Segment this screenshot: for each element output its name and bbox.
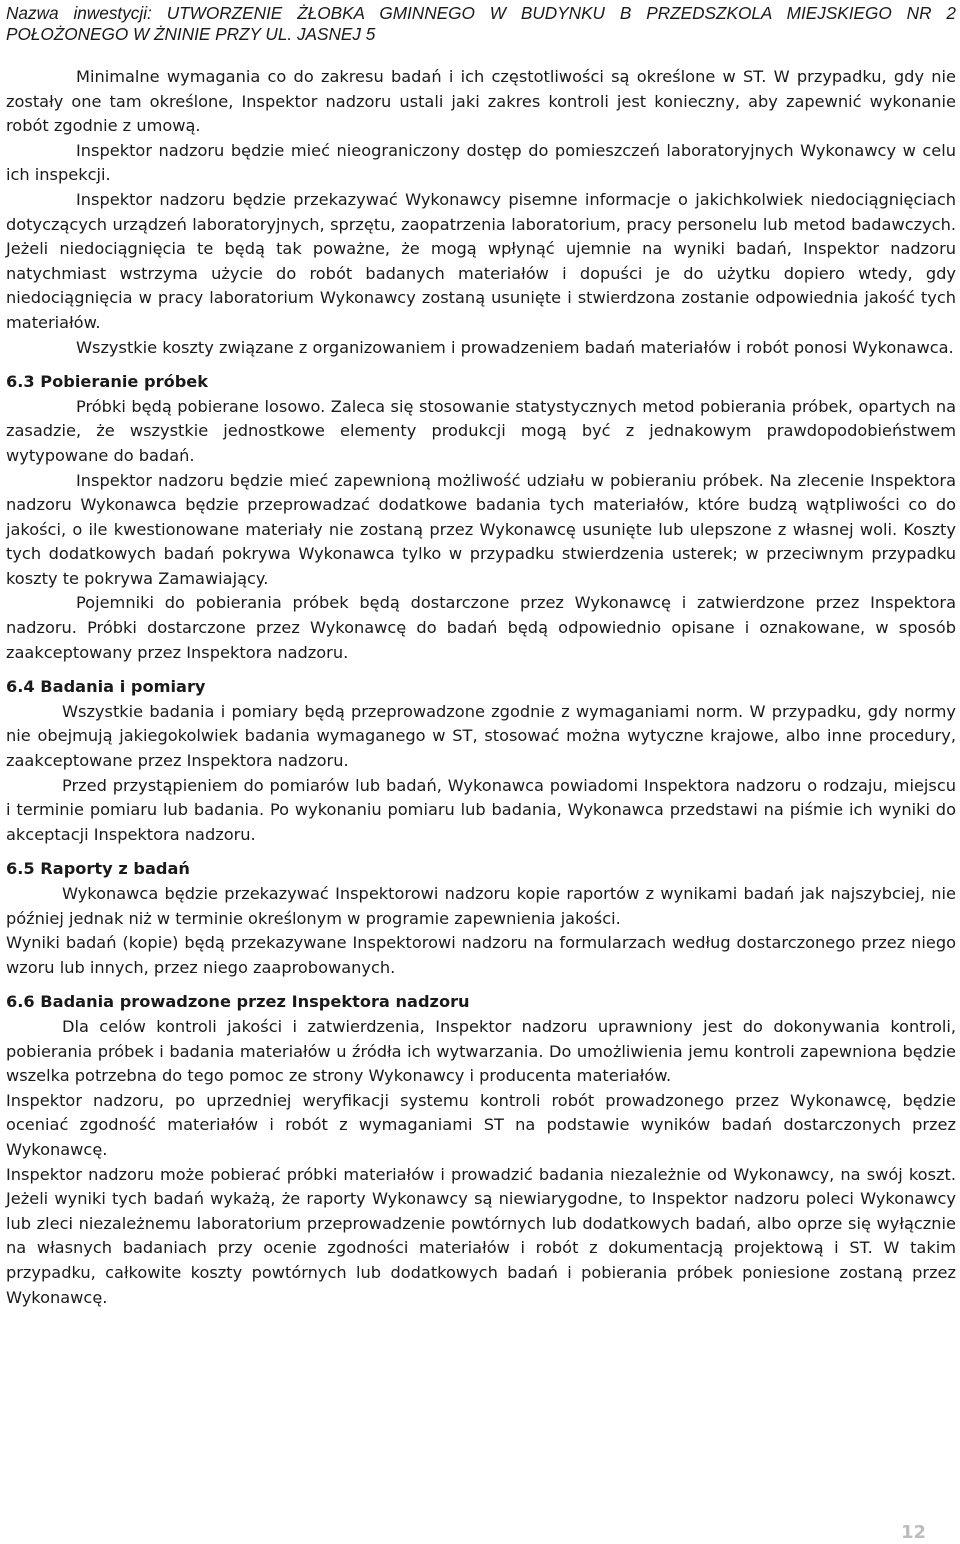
- paragraph: Próbki będą pobierane losowo. Zaleca się stosowanie statystycznych metod pobierania próbek, opartych na zasadzie, że wszystkie jednostkowe elementy produkcji mogą być z jednakowym prawdopodobieństwem wytypowane do badań.: [6, 396, 956, 465]
- paragraph: Wszystkie badania i pomiary będą przeprowadzone zgodnie z wymaganiami norm. W przypadku, gdy normy nie obejmują jakiegokolwiek badania wymaganego w ST, stosować można wytyczne krajowe, albo inne procedury, zaakceptowane przez Inspektora nadzoru.: [6, 701, 956, 771]
- paragraph: Wyniki badań (kopie) będą przekazywane Inspektorowi nadzoru na formularzach według dostarczonego przez niego wzoru lub innych, przez niego zaaprobowanych.: [6, 933, 956, 977]
- paragraph: Wykonawca będzie przekazywać Inspektorowi nadzoru kopie raportów z wynikami badań jak najszybciej, nie później jednak niż w terminie określonym w programie zapewnienia jakości.: [6, 884, 956, 928]
- paragraph: Pojemniki do pobierania próbek będą dostarczone przez Wykonawcę i zatwierdzone przez Inspektora nadzoru. Próbki dostarczone przez Wykonawcę do badań będą odpowiednio opisane i oznakowane, w sposób zaakceptowany przez Inspektora nadzoru.: [6, 593, 956, 662]
- paragraph: Minimalne wymagania co do zakresu badań i ich częstotliwości są określone w ST. W przypadku, gdy nie zostały one tam określone, Inspektor nadzoru ustali jaki zakres kontroli jest konieczny, aby zapewnić wykonanie robót zgodnie z umową.: [6, 67, 956, 136]
- document-page: [6, 0, 956, 1310]
- paragraph: Inspektor nadzoru, po uprzedniej weryfikacji systemu kontroli robót prowadzonego przez Wykonawcę, będzie oceniać zgodność materiałów i robót z wymaganiami ST na podstawie wyników badań dostarczonych przez Wykonawcę.: [6, 1090, 956, 1159]
- paragraph: Inspektor nadzoru może pobierać próbki materiałów i prowadzić badania niezależnie od Wykonawcy, na swój koszt. Jeżeli wyniki tych badań wykażą, że raporty Wykonawcy są niewiarygodne, to Inspektor nadzoru poleci Wykonawcy lub zleci niezależnemu laboratorium przeprowadzenie powtórnych lub dodatkowych badań, albo oprze się wyłącznie na własnych badaniach przy ocenie zgodności materiałów i robót z dokumentacją projektową i ST. W takim przypadku, całkowite koszty powtórnych lub dodatkowych badań i pobierania próbek poniesione zostaną przez Wykonawcę.: [6, 1164, 956, 1307]
- paragraph: Inspektor nadzoru będzie mieć zapewnioną możliwość udziału w pobieraniu próbek. Na zlecenie Inspektora nadzoru Wykonawca będzie przeprowadzać dodatkowe badania tych materiałów, które budzą wątpliwości co do jakości, o ile kwestionowane materiały nie zostaną przez Wykonawcę usunięte lub ulepszone z własnej woli. Koszty tych dodatkowych badań pokrywa Wykonawca tylko w przypadku stwierdzenia usterek; w przeciwnym przypadku koszty te pokrywa Zamawiający.: [6, 470, 956, 588]
- paragraph: Przed przystąpieniem do pomiarów lub badań, Wykonawca powiadomi Inspektora nadzoru o rodzaju, miejscu i terminie pomiaru lub badania. Po wykonaniu pomiaru lub badania, Wykonawca przedstawi na piśmie ich wyniki do akceptacji Inspektora nadzoru.: [6, 775, 956, 844]
- paragraph: Wszystkie koszty związane z organizowaniem i prowadzeniem badań materiałów i robót ponosi Wykonawca.: [76, 337, 954, 357]
- section-heading-6-5: 6.5 Raporty z badań: [6, 859, 190, 879]
- paragraph: Dla celów kontroli jakości i zatwierdzenia, Inspektor nadzoru uprawniony jest do dokonywania kontroli, pobierania próbek i badania materiałów u źródła ich wytwarzania. Do umożliwienia jemu kontroli zapewniona będzie wszelka potrzebna do tego pomoc ze strony Wykonawcy i producenta materiałów.: [6, 1016, 956, 1086]
- paragraph: Inspektor nadzoru będzie przekazywać Wykonawcy pisemne informacje o jakichkolwiek niedociągnięciach dotyczących urządzeń laboratoryjnych, sprzętu, zaopatrzenia laboratorium, pracy personelu lub metod badawczych. Jeżeli niedociągnięcia te będą tak poważne, że mogą wpłynąć ujemnie na wyniki badań, Inspektor nadzoru natychmiast wstrzyma użycie do robót badanych materiałów i dopuści je do użytku dopiero wtedy, gdy niedociągnięcia w pracy laboratorium Wykonawcy zostaną usunięte i stwierdzona zostanie odpowiednia jakość tych materiałów.: [6, 189, 956, 332]
- document-body: [6, 65, 956, 1310]
- section-heading-6-4: 6.4 Badania i pomiary: [6, 677, 206, 697]
- paragraph: Inspektor nadzoru będzie mieć nieograniczony dostęp do pomieszczeń laboratoryjnych Wykonawcy w celu ich inspekcji.: [6, 140, 956, 185]
- section-heading-6-3: 6.3 Pobieranie próbek: [6, 372, 209, 392]
- document-header: Nazwa inwestycji: UTWORZENIE ŻŁOBKA GMINNEGO W BUDYNKU B PRZEDSZKOLA MIEJSKIEGO NR 2 POŁOŻONEGO W ŻNINIE PRZY UL. JASNEJ 5: [6, 3, 956, 44]
- page-number: 12: [900, 1522, 926, 1543]
- section-heading-6-6: 6.6 Badania prowadzone przez Inspektora nadzoru: [6, 992, 470, 1012]
